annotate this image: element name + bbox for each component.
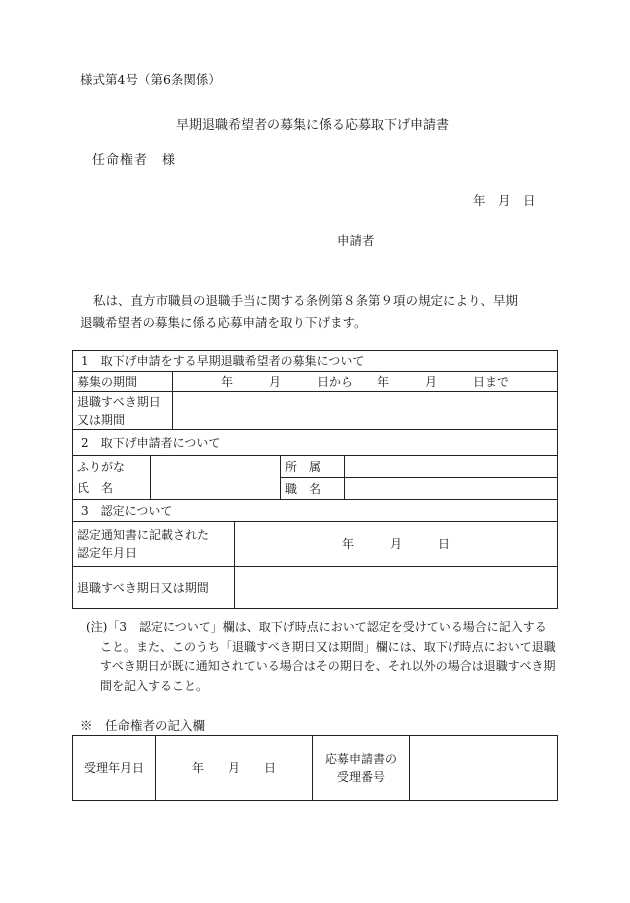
position-field[interactable] — [345, 478, 558, 500]
recruitment-period-field[interactable]: 年 月 日から 年 月 日まで — [173, 372, 558, 392]
addressee: 任命権者 様 — [92, 153, 177, 168]
receipt-number-field[interactable] — [410, 736, 558, 801]
section-2-heading: 2 取下げ申請者について — [73, 430, 558, 456]
application-form-table — [72, 350, 558, 609]
receipt-section-heading: ※ 任命権者の記入欄 — [80, 718, 206, 733]
statement-line-1: 私は、直方市職員の退職手当に関する条例第８条第９項の規定により、早期 — [93, 293, 519, 308]
position-label: 職 名 — [281, 478, 345, 500]
receipt-table — [72, 735, 558, 801]
section-1-heading: 1 取下げ申請をする早期退職希望者の募集について — [73, 351, 558, 372]
receipt-number-label — [313, 736, 410, 801]
retirement-date-field[interactable] — [173, 392, 558, 430]
recruitment-period-label: 募集の期間 — [73, 372, 173, 392]
certification-date-label-line-1: 認定通知書に記載された — [77, 528, 210, 542]
certification-date-label-line-2: 認定年月日 — [77, 546, 138, 560]
note — [86, 618, 556, 696]
department-label: 所 属 — [281, 456, 345, 478]
retirement-date-label-line-2: 又は期間 — [77, 412, 126, 427]
note-line-3: すべき期日が既に通知されている場合はその期日を、それ以外の場合は退職すべき期 — [100, 659, 556, 673]
form-number: 様式第4号（第6条関係） — [80, 72, 221, 87]
statement-text — [80, 290, 555, 334]
note-line-2: こと。また、このうち「退職すべき期日又は期間」欄には、取下げ時点において退職 — [100, 639, 556, 654]
note-line-1: (注)「3 認定について」欄は、取下げ時点において認定を受けている場合に記入する — [86, 620, 547, 634]
page-title: 早期退職希望者の募集に係る応募取下げ申請書 — [176, 118, 450, 133]
section-3-heading: 3 認定について — [73, 500, 558, 522]
note-line-4: 間を記入すること。 — [100, 678, 209, 693]
statement-line-2: 退職希望者の募集に係る応募申請を取り下げます。 — [80, 315, 367, 330]
receipt-number-label-line-2: 受理番号 — [336, 770, 385, 784]
name-field[interactable] — [151, 456, 281, 500]
retirement-period-label: 退職すべき期日又は期間 — [73, 567, 235, 609]
retirement-period-field[interactable] — [235, 567, 558, 609]
name-label: 氏 名 — [73, 478, 151, 500]
retirement-date-label — [73, 392, 173, 430]
department-field[interactable] — [345, 456, 558, 478]
receipt-number-label-line-1: 応募申請書の — [324, 752, 397, 766]
certification-date-field[interactable]: 年 月 日 — [235, 522, 558, 567]
furigana-label: ふりがな — [73, 456, 151, 478]
retirement-date-label-line-1: 退職すべき期日 — [77, 394, 161, 409]
date-line: 年 月 日 — [473, 193, 536, 208]
applicant-label: 申請者 — [337, 233, 375, 248]
receipt-date-label: 受理年月日 — [73, 736, 156, 801]
certification-date-label — [73, 522, 235, 567]
receipt-date-field[interactable]: 年 月 日 — [156, 736, 313, 801]
